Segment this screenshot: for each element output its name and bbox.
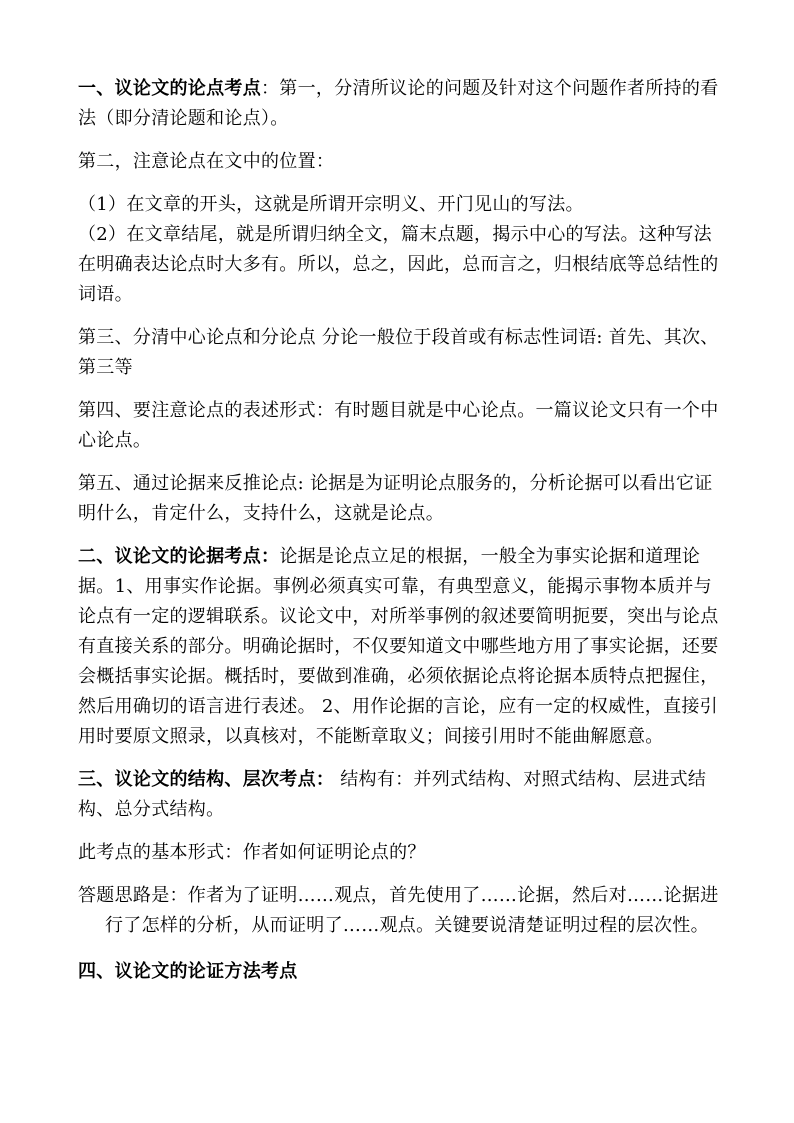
section-2-heading: 二、议论文的论据考点： xyxy=(78,546,280,567)
section-3-text: 结构有：并列式结构、对照式结构、层进式结构、总分式结构。 xyxy=(78,769,707,820)
section-2-paragraph xyxy=(78,542,720,752)
document-page xyxy=(78,74,720,1000)
section-3-paragraph xyxy=(78,765,720,825)
position-item-2: （2）在文章结尾，就是所谓归纳全文，篇末点题，揭示中心的写法。这种写法在明确表达论点时大多有。所以，总之，因此，总而言之，归根结底等总结性的词语。 xyxy=(78,224,719,305)
point-two-paragraph: 第二，注意论点在文中的位置： xyxy=(78,151,335,172)
basic-form-paragraph: 此考点的基本形式：作者如何证明论点的？ xyxy=(78,842,426,863)
section-1-text: ：第一，分清所议论的问题及针对这个问题作者所持的看法（即分清论题和论点）。 xyxy=(78,78,719,129)
position-item-1: （1）在文章的开头，这就是所谓开宗明义、开门见山的写法。 xyxy=(78,194,584,215)
section-2-text: 论据是论点立足的根据，一般全为事实论据和道理论据。1、用事实作论据。事例必须真实可靠，有典型意义，能揭示事物本质并与论点有一定的逻辑联系。议论文中，对所举事例的叙述要简明扼要，突出与论点有直接关系的部分。明确论据时，不仅要知道文中哪些地方用了事实论据，还要会概括事实论据。概括时，要做到准确，必须依据论点将论据本质特点把握住，然后用确切的语言进行表述。 2、用作论据的言论，应有一定的权威性，直接引用时要原文照录，以真核对，不能断章取义；间接引用时不能曲解愿意。 xyxy=(78,546,719,747)
section-4-heading: 四、议论文的论证方法考点 xyxy=(78,961,298,982)
section-3-heading: 三、议论文的结构、层次考点： xyxy=(78,769,335,790)
point-three-paragraph: 第三、分清中心论点和分论点 分论一般位于段首或有标志性词语: 首先、其次、第三等 xyxy=(78,327,719,378)
point-five-paragraph: 第五、通过论据来反推论点: 论据是为证明论点服务的，分析论据可以看出它证明什么，肯定什么，支持什么，这就是论点。 xyxy=(78,473,713,524)
section-1-heading: 一、议论文的论点考点 xyxy=(78,78,261,99)
section-1-paragraph xyxy=(78,74,720,134)
answer-approach-paragraph: 答题思路是：作者为了证明……观点，首先使用了……论据，然后对……论据进行了怎样的分析，从而证明了……观点。关键要说清楚证明过程的层次性。 xyxy=(78,885,719,936)
point-four-paragraph: 第四、要注意论点的表述形式：有时题目就是中心论点。一篇议论文只有一个中心论点。 xyxy=(78,400,719,451)
